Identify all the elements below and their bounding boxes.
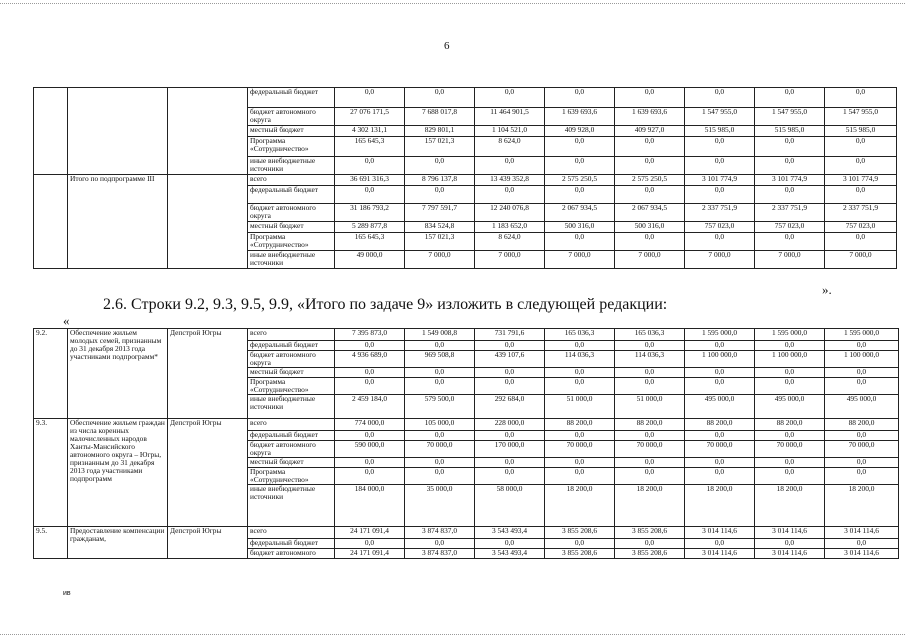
amount-cell: 3 101 774,9 xyxy=(685,175,755,186)
funding-source-cell: иные внебюджетные источники xyxy=(248,251,335,269)
amount-cell: 0,0 xyxy=(405,431,475,441)
amount-cell: 1 595 000,0 xyxy=(685,329,755,341)
amount-cell: 0,0 xyxy=(615,233,685,251)
amount-cell: 170 000,0 xyxy=(475,441,545,458)
amount-cell: 18 200,0 xyxy=(615,485,685,527)
amount-cell: 0,0 xyxy=(685,157,755,175)
amount-cell: 228 000,0 xyxy=(475,419,545,431)
responsible-executor-cell: Депстрой Югры xyxy=(168,329,248,419)
amount-cell: 0,0 xyxy=(335,431,405,441)
amount-cell: 0,0 xyxy=(685,458,755,468)
amount-cell: 0,0 xyxy=(755,378,825,395)
amount-cell: 0,0 xyxy=(825,233,897,251)
amount-cell: 157 021,3 xyxy=(405,233,475,251)
amount-cell: 7 797 591,7 xyxy=(405,204,475,222)
amount-cell: 0,0 xyxy=(615,88,685,108)
responsible-executor-cell: Депстрой Югры xyxy=(168,419,248,527)
amount-cell: 3 874 837,0 xyxy=(405,549,475,559)
amount-cell: 0,0 xyxy=(825,539,899,549)
amount-cell: 0,0 xyxy=(825,137,897,157)
amount-cell: 500 316,0 xyxy=(615,222,685,233)
funding-source-cell: всего xyxy=(248,329,335,341)
amount-cell: 0,0 xyxy=(755,88,825,108)
amount-cell: 0,0 xyxy=(615,431,685,441)
amount-cell: 1 547 955,0 xyxy=(825,108,897,126)
amount-cell: 0,0 xyxy=(475,157,545,175)
funding-source-cell: иные внебюджетные источники xyxy=(248,157,335,175)
amount-cell: 0,0 xyxy=(685,88,755,108)
funding-source-cell: Программа «Сотрудничество» xyxy=(248,378,335,395)
amount-cell: 7 688 017,8 xyxy=(405,108,475,126)
amount-cell: 3 855 208,6 xyxy=(615,527,685,539)
measure-name-cell: Предоставление компенсации гражданам, xyxy=(68,527,168,559)
amount-cell: 0,0 xyxy=(405,157,475,175)
amount-cell: 0,0 xyxy=(405,468,475,485)
amount-cell: 495 000,0 xyxy=(755,395,825,419)
amount-cell: 0,0 xyxy=(755,186,825,204)
funding-source-cell: федеральный бюджет xyxy=(248,431,335,441)
amount-cell: 0,0 xyxy=(405,539,475,549)
amount-cell: 7 395 873,0 xyxy=(335,329,405,341)
row-number-cell: 9.2. xyxy=(34,329,68,419)
amount-cell: 58 000,0 xyxy=(475,485,545,527)
amount-cell: 1 639 693,6 xyxy=(615,108,685,126)
amount-cell: 0,0 xyxy=(685,539,755,549)
amount-cell: 495 000,0 xyxy=(685,395,755,419)
funding-source-cell: федеральный бюджет xyxy=(248,88,335,108)
amount-cell: 515 985,0 xyxy=(825,126,897,137)
responsible-executor-cell xyxy=(168,88,248,175)
amount-cell: 0,0 xyxy=(615,368,685,378)
scan-edge-bottom xyxy=(0,634,905,635)
amount-cell: 165 036,3 xyxy=(545,329,615,341)
amount-cell: 3 014 114,6 xyxy=(825,549,899,559)
funding-source-cell: всего xyxy=(248,419,335,431)
amount-cell: 18 200,0 xyxy=(685,485,755,527)
amount-cell: 0,0 xyxy=(755,458,825,468)
amount-cell: 0,0 xyxy=(545,157,615,175)
table-row xyxy=(34,175,897,186)
funding-source-cell: Программа «Сотрудничество» xyxy=(248,233,335,251)
opening-quote: « xyxy=(63,313,70,328)
amount-cell: 0,0 xyxy=(755,539,825,549)
amount-cell: 0,0 xyxy=(545,458,615,468)
amount-cell: 0,0 xyxy=(615,468,685,485)
amount-cell: 4 936 689,0 xyxy=(335,351,405,368)
amount-cell: 157 021,3 xyxy=(405,137,475,157)
amount-cell: 0,0 xyxy=(335,539,405,549)
amount-cell: 51 000,0 xyxy=(545,395,615,419)
amount-cell: 757 023,0 xyxy=(685,222,755,233)
amount-cell: 70 000,0 xyxy=(615,441,685,458)
funding-source-cell: федеральный бюджет xyxy=(248,539,335,549)
amount-cell: 0,0 xyxy=(545,233,615,251)
amount-cell: 36 691 316,3 xyxy=(335,175,405,186)
footer-initials: ив xyxy=(63,590,71,597)
amount-cell: 774 000,0 xyxy=(335,419,405,431)
amount-cell: 0,0 xyxy=(405,378,475,395)
amount-cell: 31 186 793,2 xyxy=(335,204,405,222)
amount-cell: 3 014 114,6 xyxy=(685,527,755,539)
amount-cell: 0,0 xyxy=(475,539,545,549)
amount-cell: 8 796 137,8 xyxy=(405,175,475,186)
measure-name-cell xyxy=(68,88,168,175)
amount-cell: 0,0 xyxy=(545,431,615,441)
amount-cell: 165 645,3 xyxy=(335,137,405,157)
row-number-cell xyxy=(34,175,68,269)
amount-cell: 495 000,0 xyxy=(825,395,899,419)
amount-cell: 0,0 xyxy=(475,458,545,468)
amount-cell: 51 000,0 xyxy=(615,395,685,419)
amount-cell: 2 459 184,0 xyxy=(335,395,405,419)
amount-cell: 0,0 xyxy=(545,368,615,378)
amount-cell: 3 101 774,9 xyxy=(755,175,825,186)
amount-cell: 0,0 xyxy=(825,431,899,441)
amount-cell: 0,0 xyxy=(685,468,755,485)
amount-cell: 0,0 xyxy=(755,157,825,175)
amount-cell: 3 855 208,6 xyxy=(545,549,615,559)
amount-cell: 70 000,0 xyxy=(685,441,755,458)
amount-cell: 0,0 xyxy=(615,458,685,468)
page-number: 6 xyxy=(444,40,450,52)
subprogram-three-budget-table xyxy=(33,87,897,269)
table-row xyxy=(34,419,899,431)
amount-cell: 969 508,8 xyxy=(405,351,475,368)
table-row xyxy=(34,527,899,539)
amount-cell: 0,0 xyxy=(685,368,755,378)
amount-cell: 7 000,0 xyxy=(405,251,475,269)
table-row xyxy=(34,88,897,108)
amount-cell: 0,0 xyxy=(405,458,475,468)
amount-cell: 114 036,3 xyxy=(615,351,685,368)
amount-cell: 1 100 000,0 xyxy=(685,351,755,368)
amount-cell: 292 684,0 xyxy=(475,395,545,419)
funding-source-cell: бюджет автономного xyxy=(248,549,335,559)
amount-cell: 0,0 xyxy=(685,186,755,204)
amount-cell: 88 200,0 xyxy=(685,419,755,431)
amount-cell: 0,0 xyxy=(825,378,899,395)
amount-cell: 2 067 934,5 xyxy=(615,204,685,222)
amount-cell: 0,0 xyxy=(755,368,825,378)
amount-cell: 0,0 xyxy=(475,378,545,395)
amount-cell: 4 302 131,1 xyxy=(335,126,405,137)
amount-cell: 0,0 xyxy=(335,341,405,351)
amount-cell: 13 439 352,8 xyxy=(475,175,545,186)
funding-source-cell: всего xyxy=(248,527,335,539)
amount-cell: 0,0 xyxy=(545,378,615,395)
amount-cell: 590 000,0 xyxy=(335,441,405,458)
amount-cell: 579 500,0 xyxy=(405,395,475,419)
amount-cell: 0,0 xyxy=(755,233,825,251)
amount-cell: 0,0 xyxy=(825,88,897,108)
amount-cell: 0,0 xyxy=(545,539,615,549)
row-number-cell: 9.3. xyxy=(34,419,68,527)
amount-cell: 0,0 xyxy=(615,186,685,204)
amount-cell: 409 927,0 xyxy=(615,126,685,137)
amount-cell: 0,0 xyxy=(545,137,615,157)
amount-cell: 1 183 652,0 xyxy=(475,222,545,233)
amount-cell: 0,0 xyxy=(825,368,899,378)
amount-cell: 3 543 493,4 xyxy=(475,549,545,559)
amount-cell: 0,0 xyxy=(405,368,475,378)
amount-cell: 105 000,0 xyxy=(405,419,475,431)
funding-source-cell: Программа «Сотрудничество» xyxy=(248,468,335,485)
amount-cell: 0,0 xyxy=(475,341,545,351)
amount-cell: 1 639 693,6 xyxy=(545,108,615,126)
amount-cell: 0,0 xyxy=(405,88,475,108)
amount-cell: 24 171 091,4 xyxy=(335,549,405,559)
amount-cell: 0,0 xyxy=(685,431,755,441)
amount-cell: 165 645,3 xyxy=(335,233,405,251)
amount-cell: 7 000,0 xyxy=(545,251,615,269)
closing-quote: ». xyxy=(822,282,832,297)
responsible-executor-cell: Депстрой Югры xyxy=(168,527,248,559)
amount-cell: 0,0 xyxy=(335,458,405,468)
amount-cell: 0,0 xyxy=(615,137,685,157)
amount-cell: 0,0 xyxy=(335,468,405,485)
amount-cell: 88 200,0 xyxy=(615,419,685,431)
amount-cell: 1 100 000,0 xyxy=(755,351,825,368)
amount-cell: 35 000,0 xyxy=(405,485,475,527)
amount-cell: 0,0 xyxy=(475,468,545,485)
amount-cell: 2 067 934,5 xyxy=(545,204,615,222)
task-nine-budget-table xyxy=(33,328,899,559)
amount-cell: 0,0 xyxy=(545,186,615,204)
amount-cell: 3 014 114,6 xyxy=(755,527,825,539)
amount-cell: 11 464 901,5 xyxy=(475,108,545,126)
amount-cell: 0,0 xyxy=(685,137,755,157)
amount-cell: 0,0 xyxy=(685,378,755,395)
amount-cell: 2 575 250,5 xyxy=(545,175,615,186)
amount-cell: 49 000,0 xyxy=(335,251,405,269)
amount-cell: 18 200,0 xyxy=(755,485,825,527)
scan-edge-top xyxy=(0,3,905,4)
amount-cell: 1 100 000,0 xyxy=(825,351,899,368)
amount-cell: 0,0 xyxy=(615,378,685,395)
funding-source-cell: федеральный бюджет xyxy=(248,186,335,204)
amount-cell: 757 023,0 xyxy=(755,222,825,233)
amount-cell: 0,0 xyxy=(335,157,405,175)
amount-cell: 3 014 114,6 xyxy=(685,549,755,559)
measure-name-cell: Обеспечение жильем граждан из числа коренных малочисленных народов Ханты-Мансийского автономного округа – Югры, признанным до 31 декабря 2013 года участниками подпрограмм xyxy=(68,419,168,527)
amount-cell: 18 200,0 xyxy=(825,485,899,527)
funding-source-cell: бюджет автономного округа xyxy=(248,351,335,368)
amount-cell: 70 000,0 xyxy=(755,441,825,458)
amount-cell: 0,0 xyxy=(545,88,615,108)
amount-cell: 0,0 xyxy=(685,341,755,351)
amount-cell: 0,0 xyxy=(335,378,405,395)
amount-cell: 70 000,0 xyxy=(825,441,899,458)
table-row xyxy=(34,329,899,341)
responsible-executor-cell xyxy=(168,175,248,269)
amount-cell: 0,0 xyxy=(755,431,825,441)
amount-cell: 0,0 xyxy=(755,468,825,485)
amount-cell: 5 289 877,8 xyxy=(335,222,405,233)
amount-cell: 0,0 xyxy=(615,539,685,549)
amount-cell: 834 524,8 xyxy=(405,222,475,233)
amount-cell: 1 104 521,0 xyxy=(475,126,545,137)
amount-cell: 12 240 076,8 xyxy=(475,204,545,222)
amount-cell: 2 337 751,9 xyxy=(755,204,825,222)
amount-cell: 3 874 837,0 xyxy=(405,527,475,539)
amount-cell: 0,0 xyxy=(825,186,897,204)
amount-cell: 70 000,0 xyxy=(405,441,475,458)
funding-source-cell: иные внебюджетные источники xyxy=(248,485,335,527)
amount-cell: 731 791,6 xyxy=(475,329,545,341)
amount-cell: 24 171 091,4 xyxy=(335,527,405,539)
amount-cell: 829 801,1 xyxy=(405,126,475,137)
amount-cell: 439 107,6 xyxy=(475,351,545,368)
amount-cell: 27 076 171,5 xyxy=(335,108,405,126)
amount-cell: 0,0 xyxy=(755,137,825,157)
row-number-cell: 9.5. xyxy=(34,527,68,559)
amount-cell: 0,0 xyxy=(615,341,685,351)
amount-cell: 0,0 xyxy=(545,468,615,485)
funding-source-cell: всего xyxy=(248,175,335,186)
amount-cell: 0,0 xyxy=(825,341,899,351)
amount-cell: 3 855 208,6 xyxy=(615,549,685,559)
amount-cell: 0,0 xyxy=(825,458,899,468)
amount-cell: 0,0 xyxy=(475,186,545,204)
amendment-heading: 2.6. Строки 9.2, 9.3, 9.5, 9.9, «Итого по задаче 9» изложить в следующей редакции: xyxy=(103,296,668,313)
amount-cell: 2 337 751,9 xyxy=(685,204,755,222)
amount-cell: 88 200,0 xyxy=(755,419,825,431)
amount-cell: 0,0 xyxy=(335,88,405,108)
amount-cell: 757 023,0 xyxy=(825,222,897,233)
amount-cell: 0,0 xyxy=(335,368,405,378)
amount-cell: 0,0 xyxy=(755,341,825,351)
funding-source-cell: местный бюджет xyxy=(248,458,335,468)
amount-cell: 0,0 xyxy=(825,157,897,175)
amount-cell: 1 549 008,8 xyxy=(405,329,475,341)
amount-cell: 1 595 000,0 xyxy=(755,329,825,341)
amount-cell: 0,0 xyxy=(475,368,545,378)
amount-cell: 1 547 955,0 xyxy=(685,108,755,126)
funding-source-cell: местный бюджет xyxy=(248,368,335,378)
amount-cell: 409 928,0 xyxy=(545,126,615,137)
amount-cell: 1 547 955,0 xyxy=(755,108,825,126)
funding-source-cell: местный бюджет xyxy=(248,126,335,137)
amount-cell: 0,0 xyxy=(545,341,615,351)
amount-cell: 0,0 xyxy=(685,233,755,251)
funding-source-cell: бюджет автономного округа xyxy=(248,204,335,222)
amount-cell: 0,0 xyxy=(405,186,475,204)
amount-cell: 0,0 xyxy=(335,186,405,204)
funding-source-cell: федеральный бюджет xyxy=(248,341,335,351)
amount-cell: 1 595 000,0 xyxy=(825,329,899,341)
amount-cell: 0,0 xyxy=(405,341,475,351)
amount-cell: 3 014 114,6 xyxy=(755,549,825,559)
amount-cell: 7 000,0 xyxy=(615,251,685,269)
amount-cell: 88 200,0 xyxy=(545,419,615,431)
amount-cell: 0,0 xyxy=(475,88,545,108)
amount-cell: 2 337 751,9 xyxy=(825,204,897,222)
amount-cell: 114 036,3 xyxy=(545,351,615,368)
amount-cell: 165 036,3 xyxy=(615,329,685,341)
amount-cell: 0,0 xyxy=(615,157,685,175)
amount-cell: 18 200,0 xyxy=(545,485,615,527)
amount-cell: 3 101 774,9 xyxy=(825,175,897,186)
row-number-cell xyxy=(34,88,68,175)
measure-name-cell: Обеспечение жильем молодых семей, признанным до 31 декабря 2013 года участниками подпрограмм* xyxy=(68,329,168,419)
amount-cell: 8 624,0 xyxy=(475,233,545,251)
funding-source-cell: Программа «Сотрудничество» xyxy=(248,137,335,157)
amount-cell: 3 014 114,6 xyxy=(825,527,899,539)
amount-cell: 7 000,0 xyxy=(685,251,755,269)
amount-cell: 500 316,0 xyxy=(545,222,615,233)
funding-source-cell: бюджет автономного округа xyxy=(248,441,335,458)
amount-cell: 2 575 250,5 xyxy=(615,175,685,186)
amount-cell: 70 000,0 xyxy=(545,441,615,458)
amount-cell: 0,0 xyxy=(825,468,899,485)
amount-cell: 3 855 208,6 xyxy=(545,527,615,539)
measure-name-cell: Итого по подпрограмме III xyxy=(68,175,168,269)
amount-cell: 0,0 xyxy=(475,431,545,441)
funding-source-cell: местный бюджет xyxy=(248,222,335,233)
funding-source-cell: иные внебюджетные источники xyxy=(248,395,335,419)
funding-source-cell: бюджет автономного округа xyxy=(248,108,335,126)
amount-cell: 3 543 493,4 xyxy=(475,527,545,539)
amount-cell: 8 624,0 xyxy=(475,137,545,157)
amount-cell: 184 000,0 xyxy=(335,485,405,527)
amount-cell: 7 000,0 xyxy=(755,251,825,269)
amount-cell: 515 985,0 xyxy=(685,126,755,137)
amount-cell: 7 000,0 xyxy=(475,251,545,269)
amount-cell: 7 000,0 xyxy=(825,251,897,269)
amount-cell: 515 985,0 xyxy=(755,126,825,137)
amount-cell: 88 200,0 xyxy=(825,419,899,431)
